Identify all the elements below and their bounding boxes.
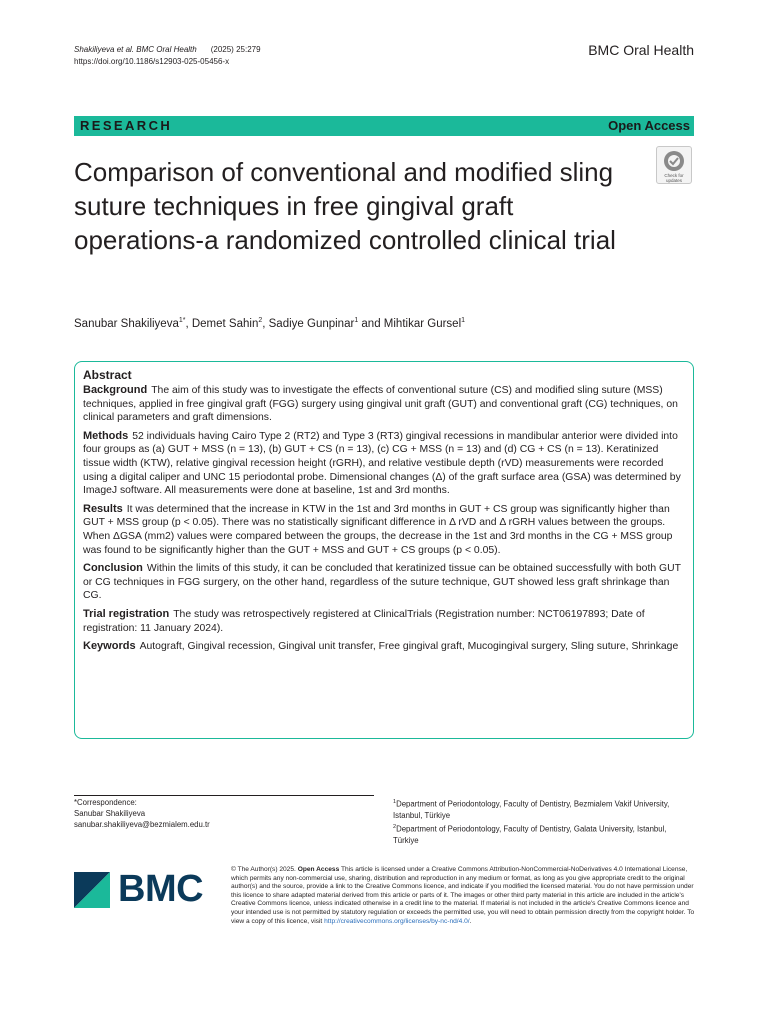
license-text [231, 866, 695, 926]
conclusion-text: Within the limits of this study, it can be concluded that keratinized tissue can be obtained successfully with both GUT or CG techniques in FGG surgery, on the other hand, regardless of the suture technique, GUT showed less graft shrinkage than CG. [83, 563, 681, 602]
author-name[interactable]: Demet Sahin [191, 317, 259, 330]
citation-header [74, 44, 261, 68]
affiliation-item [393, 822, 693, 847]
author-affiliation-mark: 1* [178, 317, 186, 324]
background-heading: Background [83, 384, 148, 396]
correspondence-name: Sanubar Shakiliyeva [74, 809, 146, 818]
trial-heading: Trial registration [83, 607, 170, 620]
correspondence-block [74, 797, 210, 830]
correspondence-email[interactable]: sanubar.shakiliyeva@bezmialem.edu.tr [74, 820, 210, 829]
section-label: RESEARCH [80, 118, 173, 133]
results-heading: Results [83, 502, 123, 515]
article-title: Comparison of conventional and modified sling suture techniques in free gingival graft operations-a randomized controlled clinical trial [74, 157, 616, 255]
journal-name: BMC Oral Health [588, 42, 694, 58]
footnote-divider [74, 795, 374, 796]
license-suffix: . [469, 917, 472, 925]
results-text: It was determined that the increase in KTW in the 1st and 3rd months in GUT + CS group was significantly higher than GUT + MSS group (p < 0.05). There was no statistically significant difference in Δ rVD and Δ rGRH values between the groups. When ΔGSA (mm2) values were compared between the groups, the decrease in the 1st and 3rd months in the CG + MSS group was found to be significantly higher than the GUT + MSS and GUT + CS groups (p < 0.05). [83, 503, 673, 556]
affiliation-text: Department of Periodontology, Faculty of Dentistry, Galata University, Istanbul, Türkiye [393, 824, 667, 845]
methods-heading: Methods [83, 429, 129, 442]
author-affiliation-mark: 1 [461, 317, 466, 324]
license-body: This article is licensed under a Creative Commons Attribution-NonCommercial-NoDerivatives 4.0 International License, which permits any non-commercial use, sharing, distribution and reproduction in any medium or format, as long as you give appropriate credit to the original author(s) and the source, provide a link to the Creative Commons licence, and indicate if you modified the licensed material. You do not have permission under this licence to share adapted material derived from this article or parts of it. The images or other third party material in this article are included in the article's Creative Commons licence, unless indicated otherwise in a credit line to the material. If material is not included in the article's Creative Commons licence and your intended use is not permitted by statutory regulation or exceeds the permitted use, you will need to obtain permission directly from the copyright holder. To view a copy of this licence, visit [231, 866, 695, 925]
crossmark-icon [663, 150, 685, 172]
keywords-heading: Keywords [83, 640, 136, 653]
license-link[interactable]: http://creativecommons.org/licenses/by-nc-nd/4.0/ [324, 917, 470, 925]
background-text: The aim of this study was to investigate the effects of conventional suture (CS) and modified sling suture (MSS) techniques, applied in free gingival graft (FGG) surgery using gingival unit graft (GUT) and conventional graft (CG) techniques, on clinical parameters and graft dimensions. [83, 385, 678, 424]
section-banner [74, 116, 694, 136]
abstract-heading: Abstract [83, 368, 132, 382]
abstract-results [83, 503, 685, 557]
license-open-access: Open Access [297, 866, 340, 873]
affiliations-block [393, 797, 693, 846]
abstract-background [83, 384, 685, 425]
citation-year: (2025) 25:279 [210, 45, 261, 54]
author-list: Sanubar Shakiliyeva$^{1*}$, Demet Sahin$^2$, Sadiye Gunpinar$^1$ and Mihtikar Gursel$^1$ [74, 317, 466, 330]
check-for-updates-badge[interactable] [656, 146, 692, 184]
license-copyright: © The Author(s) 2025. [231, 866, 296, 873]
check-updates-label: Check for updates [664, 173, 684, 183]
abstract-keywords [83, 640, 685, 654]
abstract-trial-registration [83, 608, 685, 635]
author-affiliation-mark: 1 [354, 317, 359, 324]
abstract-box [74, 361, 694, 739]
bmc-logo [74, 868, 203, 911]
affiliation-text: Department of Periodontology, Faculty of Dentistry, Bezmialem Vakif University, Istanbul, Türkiye [393, 799, 670, 821]
citation-authors: Shakiliyeva et al. BMC Oral Health [74, 45, 197, 54]
author-name[interactable]: Sadiye Gunpinar [268, 317, 355, 330]
bmc-logo-mark-icon [74, 872, 110, 908]
affiliation-mark: 1 [393, 799, 397, 805]
author-name[interactable]: Mihtikar Gursel [383, 317, 462, 330]
affiliation-mark: 2 [393, 823, 397, 830]
affiliation-item [393, 797, 693, 822]
abstract-conclusion [83, 562, 685, 603]
author-name[interactable]: Sanubar Shakiliyeva [74, 317, 179, 330]
conclusion-heading: Conclusion [83, 562, 143, 575]
keywords-text: Autograft, Gingival recession, Gingival unit transfer, Free gingival graft, Mucogingival surgery, Sling suture, Shrinkage [139, 641, 679, 653]
author-affiliation-mark: 2 [258, 317, 263, 324]
correspondence-label: *Correspondence: [74, 798, 137, 807]
bmc-logo-text: BMC [118, 868, 204, 910]
methods-text: 52 individuals having Cairo Type 2 (RT2) and Type 3 (RT3) gingival recessions in mandibular anterior were divided into four groups as (a) GUT + MSS (n = 13), (b) GUT + CS (n = 13), (c) CG + MSS (n = 13) and (d) CG + CS (n = 13). Keratinized tissue width (KTW), relative gingival recession height (rGRH), and relative vestibule depth (rVD) measurements were recorded using a digital caliper and UNC 15 periodontal probe. Dimensional changes (Δ) of the graft surface area (GSA) was determined by ImageJ software. All measurements were done at baseline, 1st and 3rd months. [83, 430, 681, 497]
open-access-label: Open Access [608, 118, 690, 133]
abstract-methods [83, 430, 685, 498]
doi-link[interactable]: https://doi.org/10.1186/s12903-025-05456-x [74, 57, 230, 66]
trial-text: The study was retrospectively registered at ClinicalTrials (Registration number: NCT06197893; Date of registration: 11 January 2024). [83, 608, 645, 634]
